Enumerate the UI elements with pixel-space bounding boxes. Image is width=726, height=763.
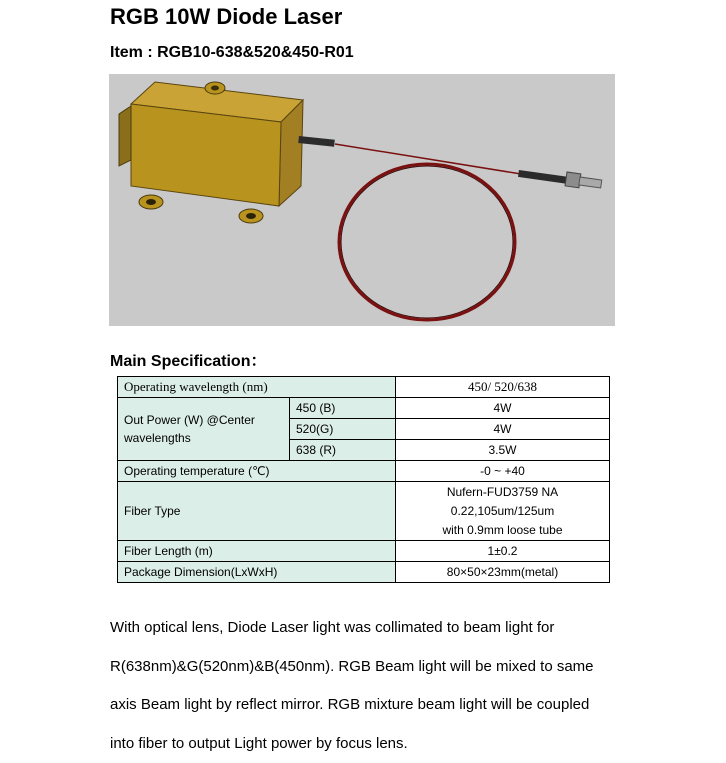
fiber-line: 0.22,105um/125um [402,502,603,521]
spec-label: Package Dimension(LxWxH) [118,562,396,583]
description-line: into fiber to output Light power by focus lens. [110,725,630,763]
spec-label: Operating temperature (℃) [118,461,396,482]
spec-label: Operating wavelength (nm) [118,377,396,398]
page-title: RGB 10W Diode Laser [110,4,342,30]
description-line: R(638nm)&G(520nm)&B(450nm). RGB Beam light will be mixed to same [110,648,630,687]
spec-label: Fiber Type [118,482,396,541]
spec-value: -0 ~ +40 [396,461,610,482]
laser-module-illustration [109,74,615,326]
fiber-line: Nufern-FUD3759 NA [402,483,603,502]
description-paragraph [110,609,630,763]
table-row [118,541,610,562]
table-row [118,562,610,583]
product-image [109,74,615,326]
section-title: Main Specification： [110,348,266,371]
table-row [118,398,610,419]
spec-table [117,376,610,583]
spec-value [396,482,610,541]
table-row [118,482,610,541]
spec-value: 1±0.2 [396,541,610,562]
spec-label: Fiber Length (m) [118,541,396,562]
spec-label: Out Power (W) @Center wavelengths [118,398,290,461]
spec-sub-label: 450 (B) [290,398,396,419]
spec-value: 80×50×23mm(metal) [396,562,610,583]
description-line: With optical lens, Diode Laser light was collimated to beam light for [110,609,630,648]
item-code: Item : RGB10-638&520&450-R01 [110,44,354,62]
description-line: axis Beam light by reflect mirror. RGB mixture beam light will be coupled [110,686,630,725]
spec-sub-label: 520(G) [290,419,396,440]
table-row [118,377,610,398]
spec-value: 4W [396,398,610,419]
spec-value: 450/ 520/638 [396,377,610,398]
fiber-line: with 0.9mm loose tube [402,521,603,540]
spec-value: 3.5W [396,440,610,461]
spec-value: 4W [396,419,610,440]
spec-sub-label: 638 (R) [290,440,396,461]
table-row [118,461,610,482]
